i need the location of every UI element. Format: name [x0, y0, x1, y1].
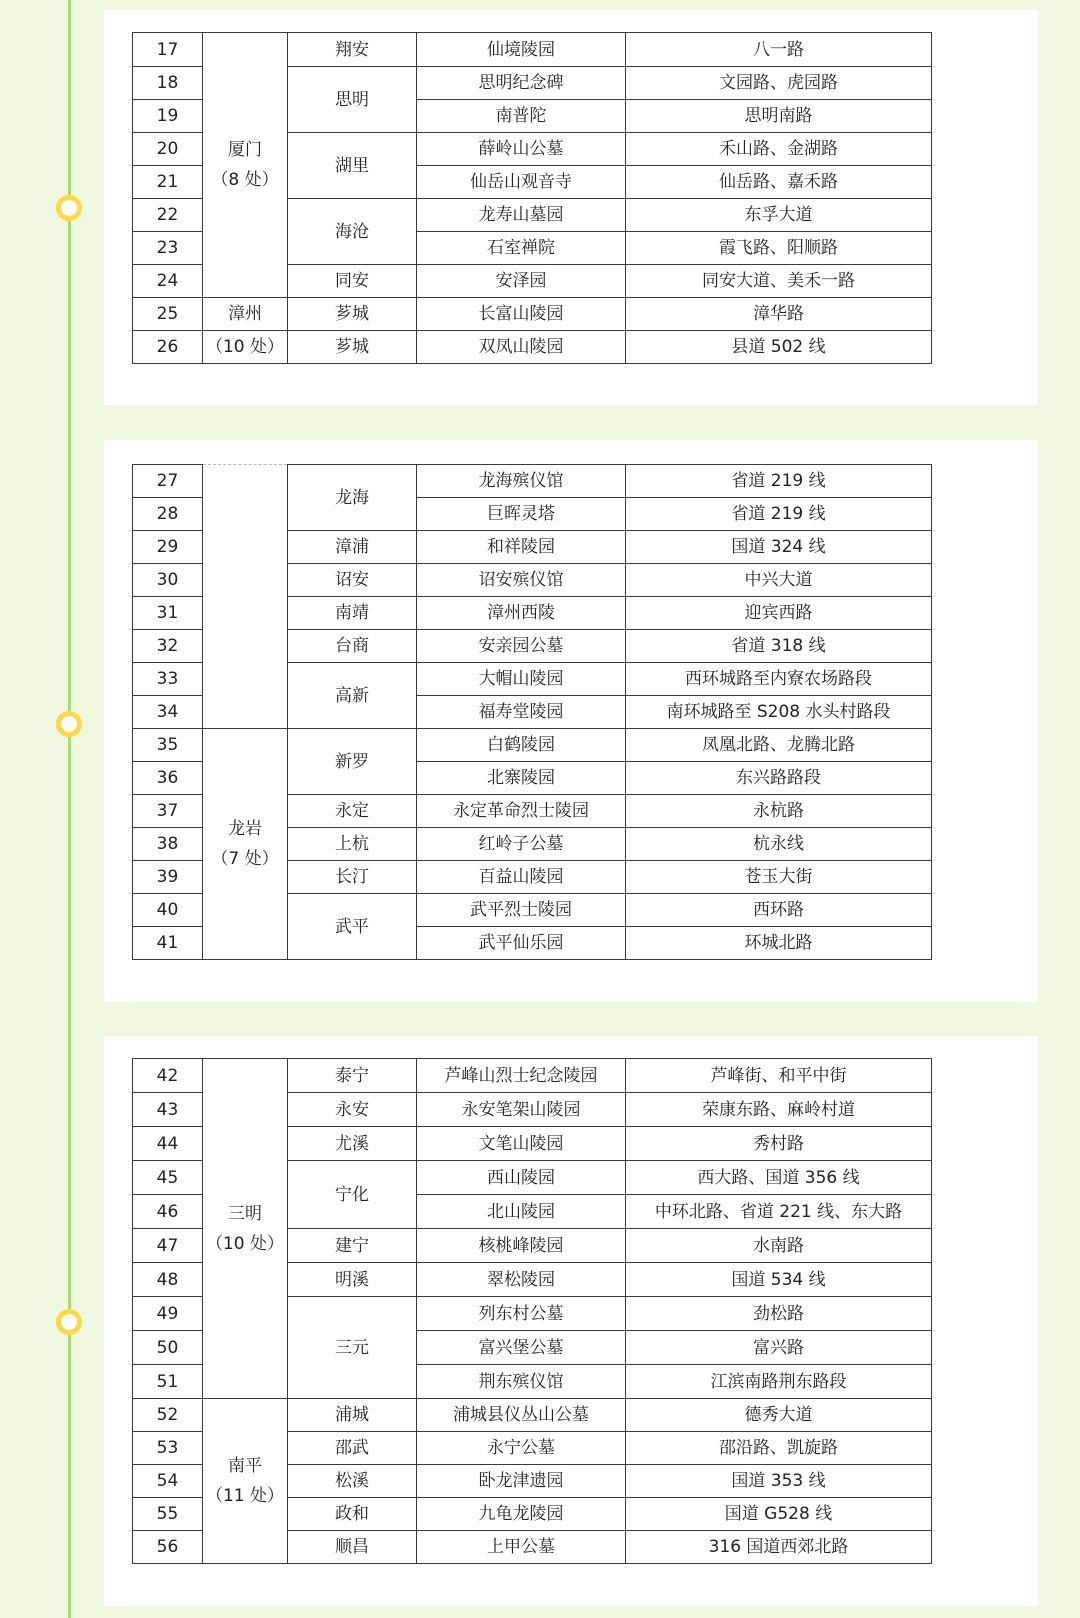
- cemetery-name: 安泽园: [417, 265, 626, 298]
- cemetery-name: 上甲公墓: [417, 1531, 626, 1564]
- cemetery-name: 长富山陵园: [417, 298, 626, 331]
- cemetery-name: 龙海殡仪馆: [417, 465, 626, 498]
- district-cell: 湖里: [288, 133, 417, 199]
- cemetery-name: 百益山陵园: [417, 861, 626, 894]
- row-number: 25: [133, 298, 203, 331]
- nearby-road: 同安大道、美禾一路: [626, 265, 932, 298]
- nearby-road: 水南路: [626, 1229, 932, 1263]
- cemetery-name: 薛岭山公墓: [417, 133, 626, 166]
- row-number: 46: [133, 1195, 203, 1229]
- district-cell: 台商: [288, 630, 417, 663]
- table-row: [133, 465, 932, 498]
- row-number: 56: [133, 1531, 203, 1564]
- row-number: 43: [133, 1093, 203, 1127]
- nearby-road: 苍玉大街: [626, 861, 932, 894]
- district-cell: 建宁: [288, 1229, 417, 1263]
- cemetery-name: 红岭子公墓: [417, 828, 626, 861]
- city-name: 厦门: [228, 140, 262, 160]
- district-cell: 思明: [288, 67, 417, 133]
- table-row: [133, 729, 932, 762]
- cemetery-name: 列东村公墓: [417, 1297, 626, 1331]
- nearby-road: 西大路、国道 356 线: [626, 1161, 932, 1195]
- row-number: 48: [133, 1263, 203, 1297]
- district-cell: 永安: [288, 1093, 417, 1127]
- nearby-road: 东兴路路段: [626, 762, 932, 795]
- cemetery-name: 芦峰山烈士纪念陵园: [417, 1059, 626, 1093]
- district-cell: 新罗: [288, 729, 417, 795]
- row-number: 21: [133, 166, 203, 199]
- district-cell: 翔安: [288, 33, 417, 67]
- district-cell: 顺昌: [288, 1531, 417, 1564]
- cemetery-table: [132, 1058, 932, 1564]
- district-cell: 芗城: [288, 298, 417, 331]
- nearby-road: 漳华路: [626, 298, 932, 331]
- timeline-dot: [56, 711, 82, 737]
- nearby-road: 德秀大道: [626, 1399, 932, 1432]
- row-number: 18: [133, 67, 203, 100]
- nearby-road: 中兴大道: [626, 564, 932, 597]
- table-card-xiamen: [104, 10, 1038, 405]
- row-number: 37: [133, 795, 203, 828]
- row-number: 53: [133, 1432, 203, 1465]
- cemetery-name: 荆东殡仪馆: [417, 1365, 626, 1399]
- cemetery-name: 漳州西陵: [417, 597, 626, 630]
- nearby-road: 荣康东路、麻岭村道: [626, 1093, 932, 1127]
- cemetery-name: 大帽山陵园: [417, 663, 626, 696]
- district-cell: 龙海: [288, 465, 417, 531]
- row-number: 20: [133, 133, 203, 166]
- nearby-road: 富兴路: [626, 1331, 932, 1365]
- nearby-road: 南环城路至 S208 水头村路段: [626, 696, 932, 729]
- nearby-road: 八一路: [626, 33, 932, 67]
- city-name: 南平: [228, 1456, 262, 1476]
- district-cell: 三元: [288, 1297, 417, 1399]
- nearby-road: 国道 534 线: [626, 1263, 932, 1297]
- city-cell: （10 处）: [203, 331, 288, 364]
- row-number: 52: [133, 1399, 203, 1432]
- district-cell: 浦城: [288, 1399, 417, 1432]
- cemetery-name: 永宁公墓: [417, 1432, 626, 1465]
- cemetery-name: 龙寿山墓园: [417, 199, 626, 232]
- cemetery-name: 安亲园公墓: [417, 630, 626, 663]
- nearby-road: 县道 502 线: [626, 331, 932, 364]
- city-cell: [203, 1399, 288, 1564]
- row-number: 33: [133, 663, 203, 696]
- row-number: 29: [133, 531, 203, 564]
- district-cell: 武平: [288, 894, 417, 960]
- row-number: 44: [133, 1127, 203, 1161]
- district-cell: 漳浦: [288, 531, 417, 564]
- row-number: 31: [133, 597, 203, 630]
- timeline-dot: [56, 1309, 82, 1335]
- table-row: [133, 33, 932, 67]
- row-number: 28: [133, 498, 203, 531]
- city-cell: [203, 1059, 288, 1399]
- timeline-dot: [56, 195, 82, 221]
- row-number: 32: [133, 630, 203, 663]
- nearby-road: 西环路: [626, 894, 932, 927]
- cemetery-name: 福寿堂陵园: [417, 696, 626, 729]
- district-cell: 永定: [288, 795, 417, 828]
- nearby-road: 杭永线: [626, 828, 932, 861]
- cemetery-name: 武平仙乐园: [417, 927, 626, 960]
- row-number: 38: [133, 828, 203, 861]
- cemetery-name: 诏安殡仪馆: [417, 564, 626, 597]
- city-cell: [203, 465, 288, 729]
- row-number: 23: [133, 232, 203, 265]
- row-number: 40: [133, 894, 203, 927]
- cemetery-table: [132, 464, 932, 960]
- district-cell: 泰宁: [288, 1059, 417, 1093]
- nearby-road: 思明南路: [626, 100, 932, 133]
- cemetery-name: 北寨陵园: [417, 762, 626, 795]
- cemetery-name: 卧龙津遗园: [417, 1465, 626, 1498]
- row-number: 30: [133, 564, 203, 597]
- row-number: 49: [133, 1297, 203, 1331]
- cemetery-name: 仙岳山观音寺: [417, 166, 626, 199]
- district-cell: 南靖: [288, 597, 417, 630]
- district-cell: 明溪: [288, 1263, 417, 1297]
- city-count: （10 处）: [205, 1233, 285, 1254]
- nearby-road: 芦峰街、和平中街: [626, 1059, 932, 1093]
- table-card-sanming-nanping: [104, 1036, 1038, 1606]
- nearby-road: 凤凰北路、龙腾北路: [626, 729, 932, 762]
- city-count: （7 处）: [211, 849, 279, 869]
- district-cell: 高新: [288, 663, 417, 729]
- cemetery-name: 永安笔架山陵园: [417, 1093, 626, 1127]
- cemetery-name: 永定革命烈士陵园: [417, 795, 626, 828]
- row-number: 50: [133, 1331, 203, 1365]
- nearby-road: 邵沿路、凯旋路: [626, 1432, 932, 1465]
- cemetery-name: 富兴堡公墓: [417, 1331, 626, 1365]
- city-count: （11 处）: [205, 1486, 285, 1506]
- district-cell: 上杭: [288, 828, 417, 861]
- nearby-road: 迎宾西路: [626, 597, 932, 630]
- nearby-road: 永杭路: [626, 795, 932, 828]
- cemetery-name: 思明纪念碑: [417, 67, 626, 100]
- cemetery-name: 石室禅院: [417, 232, 626, 265]
- cemetery-name: 南普陀: [417, 100, 626, 133]
- cemetery-name: 仙境陵园: [417, 33, 626, 67]
- row-number: 34: [133, 696, 203, 729]
- table-row: [133, 298, 932, 331]
- cemetery-name: 双凤山陵园: [417, 331, 626, 364]
- nearby-road: 国道 G528 线: [626, 1498, 932, 1531]
- table-row: [133, 331, 932, 364]
- cemetery-name: 翠松陵园: [417, 1263, 626, 1297]
- district-cell: 同安: [288, 265, 417, 298]
- cemetery-name: 巨晖灵塔: [417, 498, 626, 531]
- city-cell: [203, 33, 288, 298]
- nearby-road: 316 国道西郊北路: [626, 1531, 932, 1564]
- nearby-road: 江滨南路荆东路段: [626, 1365, 932, 1399]
- district-cell: 松溪: [288, 1465, 417, 1498]
- nearby-road: 环城北路: [626, 927, 932, 960]
- row-number: 39: [133, 861, 203, 894]
- nearby-road: 国道 324 线: [626, 531, 932, 564]
- nearby-road: 省道 219 线: [626, 498, 932, 531]
- cemetery-name: 文笔山陵园: [417, 1127, 626, 1161]
- nearby-road: 省道 219 线: [626, 465, 932, 498]
- nearby-road: 劲松路: [626, 1297, 932, 1331]
- city-name: 龙岩: [228, 819, 262, 839]
- row-number: 26: [133, 331, 203, 364]
- row-number: 22: [133, 199, 203, 232]
- row-number: 55: [133, 1498, 203, 1531]
- cemetery-name: 西山陵园: [417, 1161, 626, 1195]
- row-number: 17: [133, 33, 203, 67]
- table-card-zhangzhou-longyan: [104, 440, 1038, 1002]
- row-number: 24: [133, 265, 203, 298]
- nearby-road: 西环城路至内寮农场路段: [626, 663, 932, 696]
- table-row: [133, 1399, 932, 1432]
- city-name: 三明: [228, 1203, 262, 1224]
- nearby-road: 仙岳路、嘉禾路: [626, 166, 932, 199]
- nearby-road: 东孚大道: [626, 199, 932, 232]
- district-cell: 宁化: [288, 1161, 417, 1229]
- cemetery-name: 白鹤陵园: [417, 729, 626, 762]
- district-cell: 邵武: [288, 1432, 417, 1465]
- nearby-road: 中环北路、省道 221 线、东大路: [626, 1195, 932, 1229]
- row-number: 19: [133, 100, 203, 133]
- cemetery-name: 核桃峰陵园: [417, 1229, 626, 1263]
- nearby-road: 文园路、虎园路: [626, 67, 932, 100]
- nearby-road: 省道 318 线: [626, 630, 932, 663]
- row-number: 41: [133, 927, 203, 960]
- district-cell: 海沧: [288, 199, 417, 265]
- city-cell: [203, 729, 288, 960]
- timeline-line: [68, 0, 71, 1618]
- row-number: 54: [133, 1465, 203, 1498]
- nearby-road: 国道 353 线: [626, 1465, 932, 1498]
- district-cell: 政和: [288, 1498, 417, 1531]
- row-number: 36: [133, 762, 203, 795]
- city-count: （8 处）: [211, 170, 279, 190]
- row-number: 47: [133, 1229, 203, 1263]
- cemetery-name: 和祥陵园: [417, 531, 626, 564]
- district-cell: 芗城: [288, 331, 417, 364]
- row-number: 51: [133, 1365, 203, 1399]
- district-cell: 诏安: [288, 564, 417, 597]
- row-number: 45: [133, 1161, 203, 1195]
- row-number: 42: [133, 1059, 203, 1093]
- nearby-road: 秀村路: [626, 1127, 932, 1161]
- nearby-road: 霞飞路、阳顺路: [626, 232, 932, 265]
- district-cell: 长汀: [288, 861, 417, 894]
- cemetery-name: 武平烈士陵园: [417, 894, 626, 927]
- row-number: 35: [133, 729, 203, 762]
- row-number: 27: [133, 465, 203, 498]
- cemetery-name: 九龟龙陵园: [417, 1498, 626, 1531]
- nearby-road: 禾山路、金湖路: [626, 133, 932, 166]
- cemetery-name: 北山陵园: [417, 1195, 626, 1229]
- table-row: [133, 1059, 932, 1093]
- cemetery-name: 浦城县仪丛山公墓: [417, 1399, 626, 1432]
- city-cell: 漳州: [203, 298, 288, 331]
- district-cell: 尤溪: [288, 1127, 417, 1161]
- cemetery-table: [132, 32, 932, 364]
